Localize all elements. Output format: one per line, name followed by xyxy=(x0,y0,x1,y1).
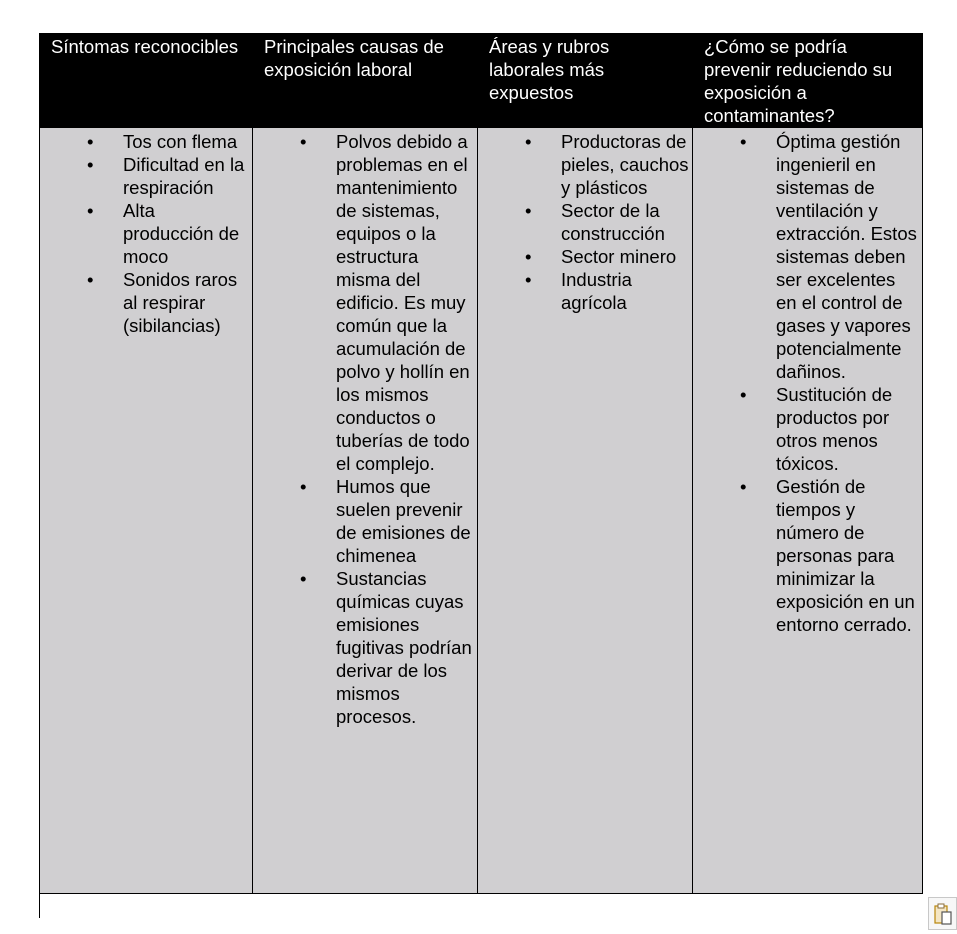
document-table-container xyxy=(39,33,922,894)
list-item: • Óptima gestión ingenieril en sistemas de ventilación y extracción. Estos sistemas deben ser excelentes en el control de gases y vapores potencialmente dañinos. xyxy=(693,130,922,383)
table-row xyxy=(40,128,923,893)
header-causes: Principales causas de exposición laboral xyxy=(253,33,478,128)
clipboard-icon xyxy=(934,903,953,925)
list-item: • Industria agrícola xyxy=(478,268,692,314)
cell-symptoms xyxy=(40,128,253,893)
list-item: • Productoras de pieles, cauchos y plásticos xyxy=(478,130,692,199)
list-item: • Sonidos raros al respirar (sibilancias) xyxy=(40,268,252,337)
list-item: • Sector minero xyxy=(478,245,692,268)
areas-list xyxy=(478,130,692,314)
header-row xyxy=(40,33,923,128)
header-symptoms: Síntomas reconocibles xyxy=(40,33,253,128)
list-item: • Alta producción de moco xyxy=(40,199,252,268)
table-bottom-border-line xyxy=(39,890,40,918)
list-item: • Gestión de tiempos y número de personas para minimizar la exposición en un entorno cerrado. xyxy=(693,475,922,636)
header-prevention: ¿Cómo se podría prevenir reduciendo su exposición a contaminantes? xyxy=(693,33,923,128)
cell-prevention xyxy=(693,128,923,893)
list-item: • Sustancias químicas cuyas emisiones fugitivas podrían derivar de los mismos procesos. xyxy=(253,567,477,728)
paste-options-button[interactable] xyxy=(928,897,957,930)
list-item: • Sustitución de productos por otros menos tóxicos. xyxy=(693,383,922,475)
list-item: • Humos que suelen prevenir de emisiones de chimenea xyxy=(253,475,477,567)
list-item: • Dificultad en la respiración xyxy=(40,153,252,199)
header-areas: Áreas y rubros laborales más expuestos xyxy=(478,33,693,128)
symptoms-list xyxy=(40,130,252,337)
prevention-list xyxy=(693,130,922,636)
cell-areas xyxy=(478,128,693,893)
list-item: • Tos con flema xyxy=(40,130,252,153)
cell-causes xyxy=(253,128,478,893)
list-item: • Sector de la construcción xyxy=(478,199,692,245)
list-item: • Polvos debido a problemas en el mantenimiento de sistemas, equipos o la estructura misma del edificio. Es muy común que la acumulación de polvo y hollín en los mismos conductos o tuberías de todo el complejo. xyxy=(253,130,477,475)
causes-list xyxy=(253,130,477,728)
exposure-table xyxy=(39,33,923,894)
